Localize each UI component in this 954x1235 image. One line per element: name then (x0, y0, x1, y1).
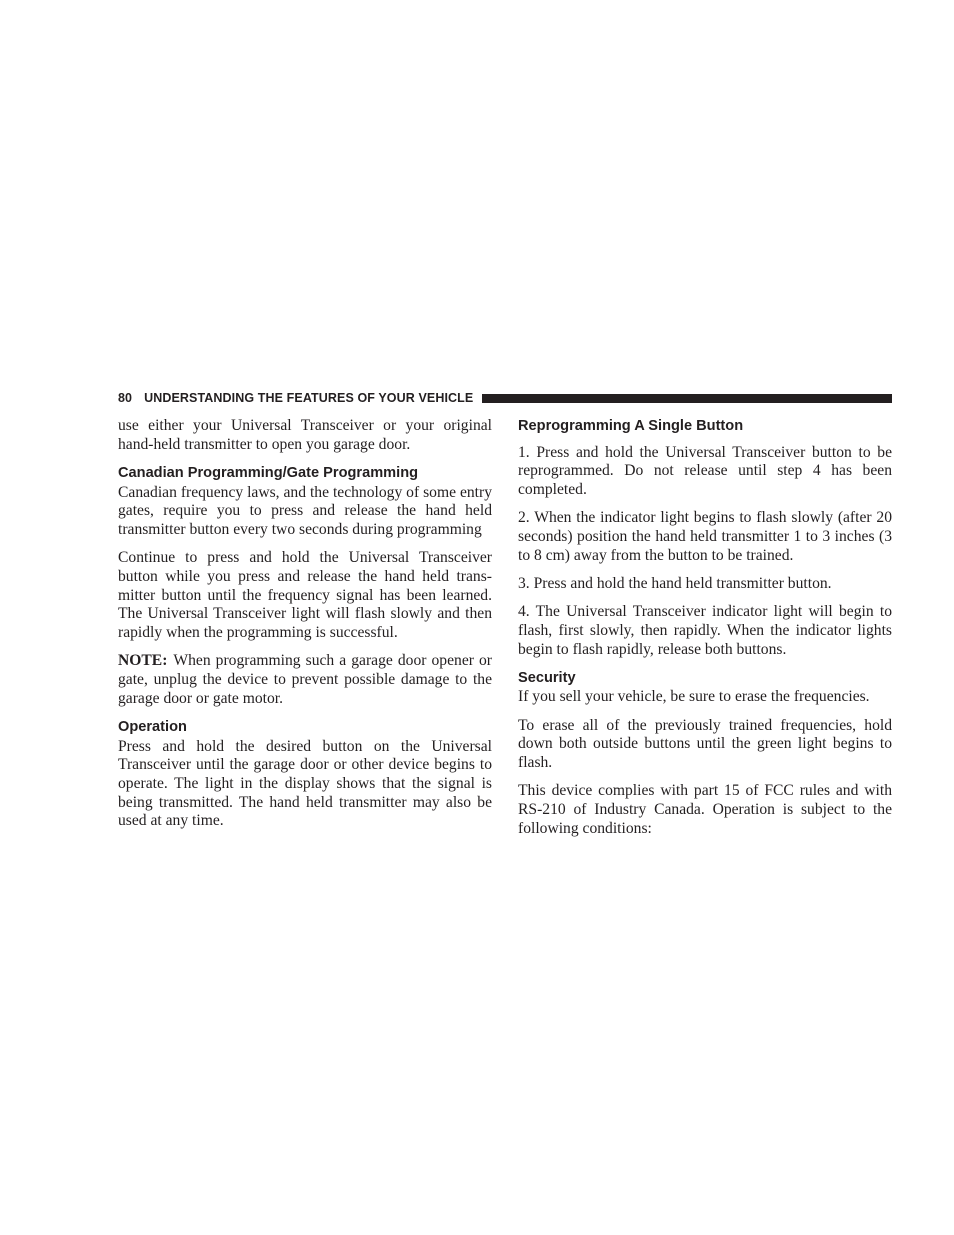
step-4: 4. The Universal Transceiver indicator light will begin to flash, first slowly, then rapidly. When the indicator lights begin to flash rapidly, release both buttons. (518, 603, 892, 658)
page-number: 80 (118, 391, 133, 405)
canadian-paragraph-2: Continue to press and hold the Universal Transceiver button while you press and release the hand held transmitter button until the frequency signal has been learned. The Universal Transceiver light will flash slowly and then rapidly when the programming is successful. (118, 549, 492, 642)
canadian-paragraph-1: Canadian frequency laws, and the technology of some entry gates, require you to press and release the hand held transmitter button every two seconds during programming (118, 483, 492, 539)
operation-heading: Operation (118, 718, 187, 735)
right-column (518, 417, 892, 848)
note-label: NOTE: (118, 652, 168, 670)
left-column (118, 417, 492, 841)
step-3: 3. Press and hold the hand held transmitter button. (518, 574, 832, 592)
note-paragraph (118, 652, 492, 708)
security-paragraph-3: This device complies with part 15 of FCC rules and with RS-210 of Industry Canada. Operation is subject to the following conditions: (518, 782, 892, 837)
security-heading: Security (518, 669, 576, 686)
reprogramming-heading: Reprogramming A Single Button (518, 418, 744, 434)
note-text: When programming such a garage door opener or gate, unplug the device to prevent possible damage to the garage door or gate motor. (118, 652, 492, 707)
running-title: UNDERSTANDING THE FEATURES OF YOUR VEHICLE (144, 391, 474, 405)
security-paragraph-2: To erase all of the previously trained frequencies, hold down both outside buttons until the green light begins to flash. (518, 716, 892, 772)
step-2: 2. When the indicator light begins to flash slowly (after 20 seconds) position the hand held transmitter 1 to 3 inches (3 to 8 cm) away from the button to be trained. (518, 509, 892, 564)
canadian-programming-heading: Canadian Programming/Gate Programming (118, 464, 419, 481)
step-1: 1. Press and hold the Universal Transceiver button to be reprogrammed. Do not release until step 4 has been completed. (518, 443, 892, 499)
page-header (118, 389, 892, 407)
operation-paragraph: Press and hold the desired button on the Universal Transceiver until the garage door or other device begins to operate. The light in the display shows that the signal is being transmitted. The hand held transmitter may also be used at any time. (118, 737, 492, 830)
intro-paragraph: use either your Universal Transceiver or your original hand-held transmitter to open you garage door. (118, 417, 492, 453)
header-rule (482, 394, 892, 403)
security-paragraph-1: If you sell your vehicle, be sure to erase the frequencies. (518, 688, 870, 706)
